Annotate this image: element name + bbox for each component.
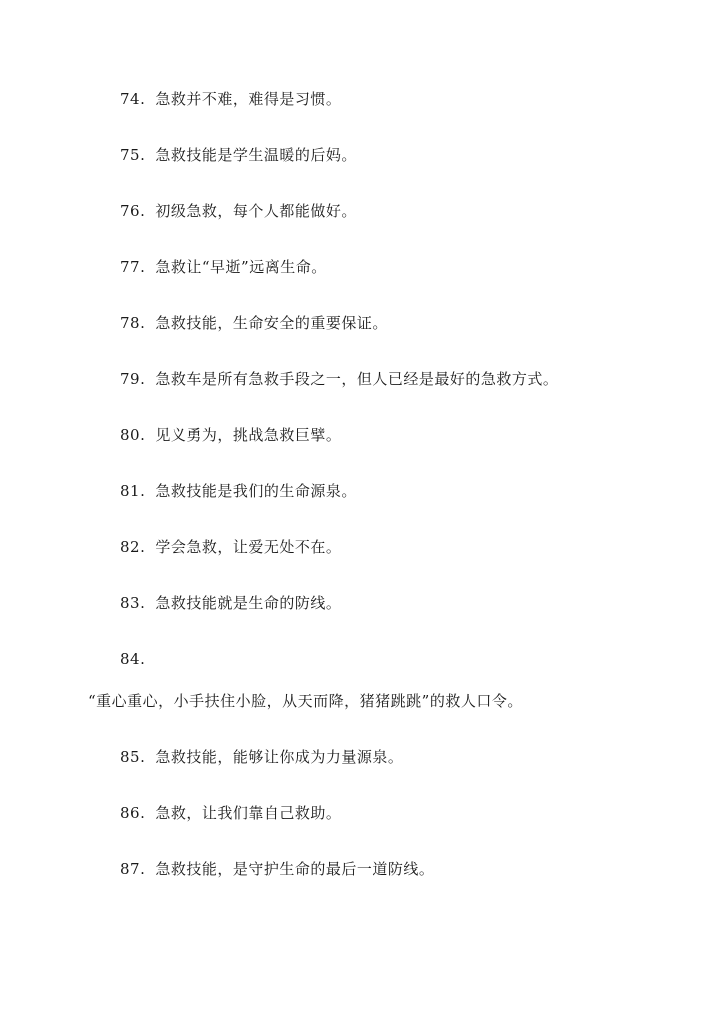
list-item	[120, 313, 388, 333]
item-number: 86.	[120, 804, 146, 822]
item-text: 急救技能，生命安全的重要保证。	[155, 314, 388, 332]
item-text: 急救技能是学生温暖的后妈。	[155, 146, 357, 164]
item-text: 见义勇为，挑战急救巨擘。	[155, 426, 342, 444]
item-text: 急救技能是我们的生命源泉。	[155, 482, 357, 500]
item-text: 急救技能就是生命的防线。	[155, 594, 342, 612]
item-text: 急救，让我们靠自己救助。	[155, 804, 342, 822]
item-number: 74.	[120, 90, 146, 108]
item-number: 87.	[120, 860, 146, 878]
item-number: 79.	[120, 370, 146, 388]
item-number: 77.	[120, 258, 146, 276]
list-item	[120, 859, 434, 879]
list-item	[120, 89, 341, 109]
item-text: 急救技能，能够让你成为力量源泉。	[155, 748, 404, 766]
item-number: 76.	[120, 202, 146, 220]
item-text: 急救让“早逝”远离生命。	[155, 258, 327, 276]
list-item	[120, 257, 327, 277]
list-item	[120, 747, 403, 767]
list-item	[120, 803, 341, 823]
item-number: 81.	[120, 482, 146, 500]
item-text: 初级急救，每个人都能做好。	[155, 202, 357, 220]
item-number: 80.	[120, 426, 146, 444]
item-number: 75.	[120, 146, 146, 164]
list-item-continuation	[88, 691, 523, 711]
list-item	[120, 145, 357, 165]
item-number: 82.	[120, 538, 146, 556]
list-item	[120, 481, 357, 501]
item-number: 84.	[120, 650, 146, 668]
item-text: “重心重心，小手扶住小脸，从天而降，猪猪跳跳”的救人口令。	[88, 692, 523, 710]
item-text: 急救技能，是守护生命的最后一道防线。	[155, 860, 435, 878]
list-item	[120, 649, 155, 669]
item-text: 急救并不难，难得是习惯。	[155, 90, 342, 108]
list-item	[120, 425, 341, 445]
item-number: 85.	[120, 748, 146, 766]
item-text: 学会急救，让爱无处不在。	[155, 538, 342, 556]
item-number: 78.	[120, 314, 146, 332]
list-item	[120, 369, 558, 389]
list-item	[120, 201, 357, 221]
item-number: 83.	[120, 594, 146, 612]
list-item	[120, 593, 341, 613]
item-text: 急救车是所有急救手段之一，但人已经是最好的急救方式。	[155, 370, 559, 388]
list-item	[120, 537, 341, 557]
